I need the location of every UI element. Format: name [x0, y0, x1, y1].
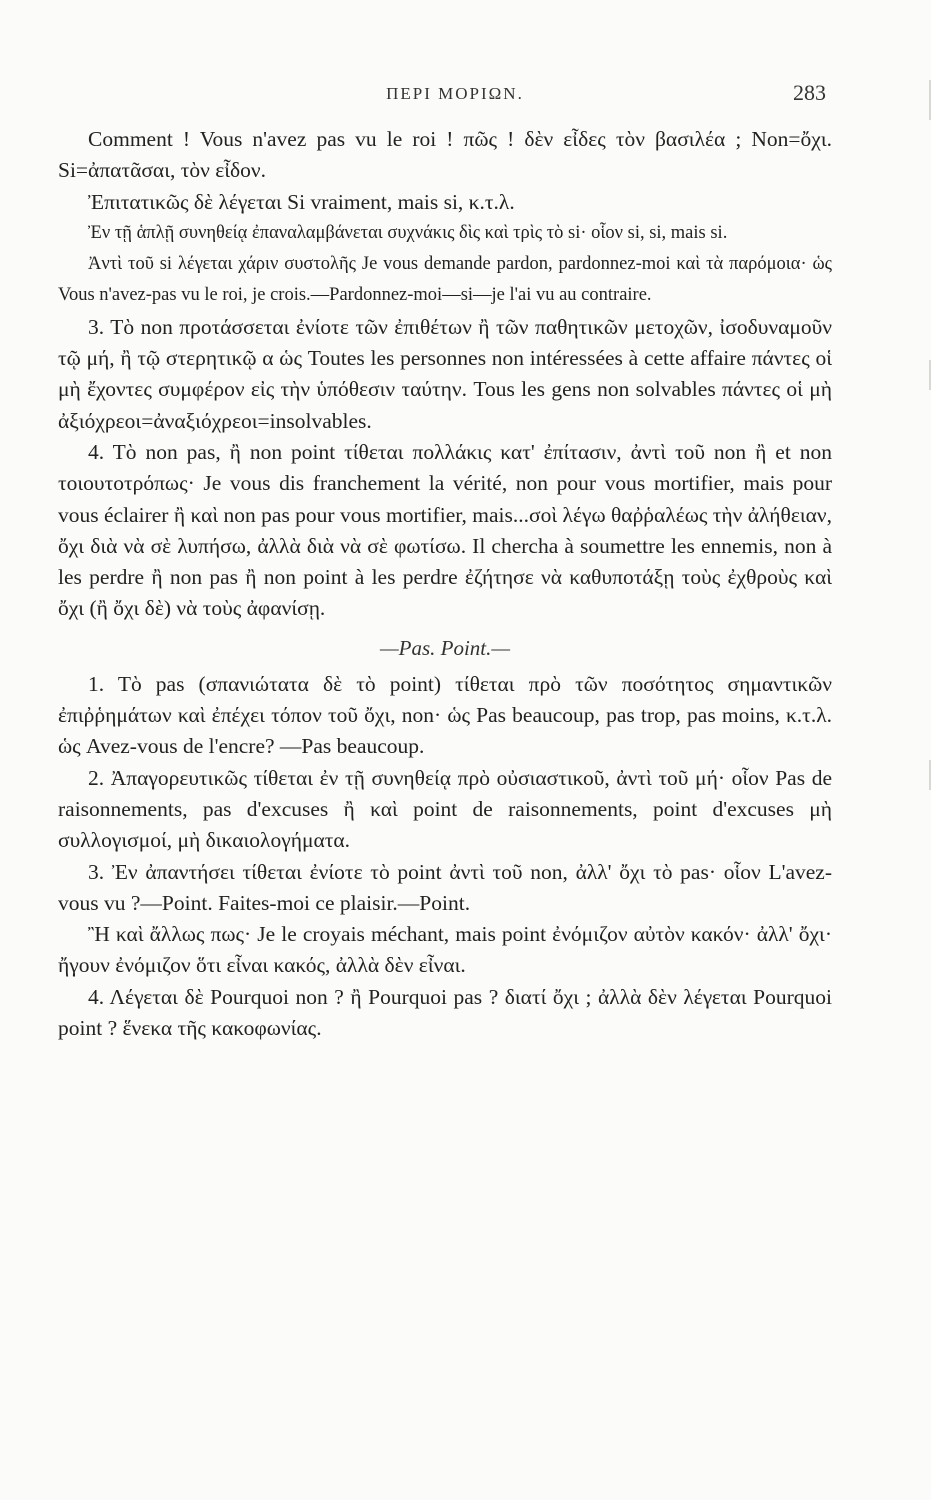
paragraph-repeated-si: Ἐν τῇ ἁπλῇ συνηθείᾳ ἐπαναλαμβάνεται συχνάκις δὶς καὶ τρὶς τὸ si· οἷον si, si, mais si. [88, 222, 728, 243]
paragraph-pardon-example: Ἀντὶ τοῦ si λέγεται χάριν συστολῆς Je vous demande pardon, pardonnez-moi καὶ τὰ παρόμοια· ὡς Vous n'avez-pas vu le roi, je crois.—Pardonnez-moi—si—je l'ai vu au contraire. [58, 254, 832, 306]
body-text [58, 124, 832, 1044]
running-head-title: ΠΕΡΙ ΜΟΡΙΩΝ. [386, 84, 524, 103]
paragraph-comment-example: Comment ! Vous n'avez pas vu le roi ! πῶς ! δὲν εἶδες τὸν βασιλέα ; Non=ὄχι. Si=ἀπατᾶσαι, τὸν εἶδον. [58, 127, 832, 183]
section-heading-pas-point: —Pas. Point.— [379, 635, 511, 660]
paragraph-pourquoi: 4. Λέγεται δὲ Pourquoi non ? ἢ Pourquoi pas ? διατί ὄχι ; ἀλλὰ δὲν λέγεται Pourquoi point ? ἕνεκα τῆς κακοφωνίας. [58, 984, 832, 1041]
paragraph-prohibitive: 2. Ἀπαγορευτικῶς τίθεται ἐν τῇ συνηθείᾳ πρὸ οὐσιαστικοῦ, ἀντὶ τοῦ μή· οἷον Pas de raisonnements, pas d'excuses ἢ καὶ point de raisonnements, point d'excuses μὴ συλλογισμοί, μὴ δικαιολογήματα. [58, 765, 832, 853]
paragraph-pas-quantity: 1. Τὸ pas (σπανιώτατα δὲ τὸ point) τίθεται πρὸ τῶν ποσότητος σημαντικῶν ἐπιῤῥημάτων καὶ ἐπέχει τόπον τοῦ ὄχι, non· ὡς Pas beaucoup, pas trop, pas moins, κ.τ.λ. ὡς Avez-vous de l'encre? —Pas beaucoup. [58, 671, 832, 759]
paragraph-intensive-si: Ἐπιτατικῶς δὲ λέγεται Si vraiment, mais si, κ.τ.λ. [88, 189, 515, 214]
paragraph-non-pas-non-point: 4. Τὸ non pas, ἢ non point τίθεται πολλάκις κατ' ἐπίτασιν, ἀντὶ τοῦ non ἢ et non τοιουτοτρόπως· Je vous dis franchement la vérité, non pour vous mortifier, mais pour vous éclairer ἢ καὶ non pas pour vous mortifier, mais...σοὶ λέγω θαῤῥαλέως τὴν ἀλήθειαν, ὄχι διὰ νὰ σὲ λυπήσω, ἀλλὰ διὰ νὰ σὲ φωτίσω. Il chercha à soumettre les ennemis, non à les perdre ἢ non pas ἢ non point à les perdre ἐζήτησε νὰ καθυποτάξῃ τοὺς ἐχθροὺς καὶ ὄχι (ἢ ὄχι δὲ) νὰ τοὺς ἀφανίσῃ. [58, 439, 832, 621]
paragraph-non-prefix: 3. Τὸ non προτάσσεται ἐνίοτε τῶν ἐπιθέτων ἢ τῶν παθητικῶν μετοχῶν, ἰσοδυναμοῦν τῷ μή, ἢ τῷ στερητικῷ α ὡς Toutes les personnes non intéressées à cette affaire πάντες οἱ μὴ ἔχοντες συμφέρον εἰς τὴν ὑπόθεσιν ταύτην. Tous les gens non solvables πάντες οἱ μὴ ἀξιόχρεοι=ἀναξιόχρεοι=insolvables. [58, 314, 832, 433]
paragraph-mechant-example: Ἢ καὶ ἄλλως πως· Je le croyais méchant, mais point ἐνόμιζον αὐτὸν κακόν· ἀλλ' ὄχι· ἤγουν ἐνόμιζον ὅτι εἶναι κακός, ἀλλὰ δὲν εἶναι. [58, 922, 832, 978]
paragraph-point-answer: 3. Ἐν ἀπαντήσει τίθεται ἐνίοτε τὸ point ἀντὶ τοῦ non, ἀλλ' ὄχι τὸ pas· οἷον L'avez-vous vu ?—Point. Faites-moi ce plaisir.—Point. [58, 859, 832, 915]
running-head [84, 80, 826, 114]
page-number: 283 [793, 80, 826, 105]
